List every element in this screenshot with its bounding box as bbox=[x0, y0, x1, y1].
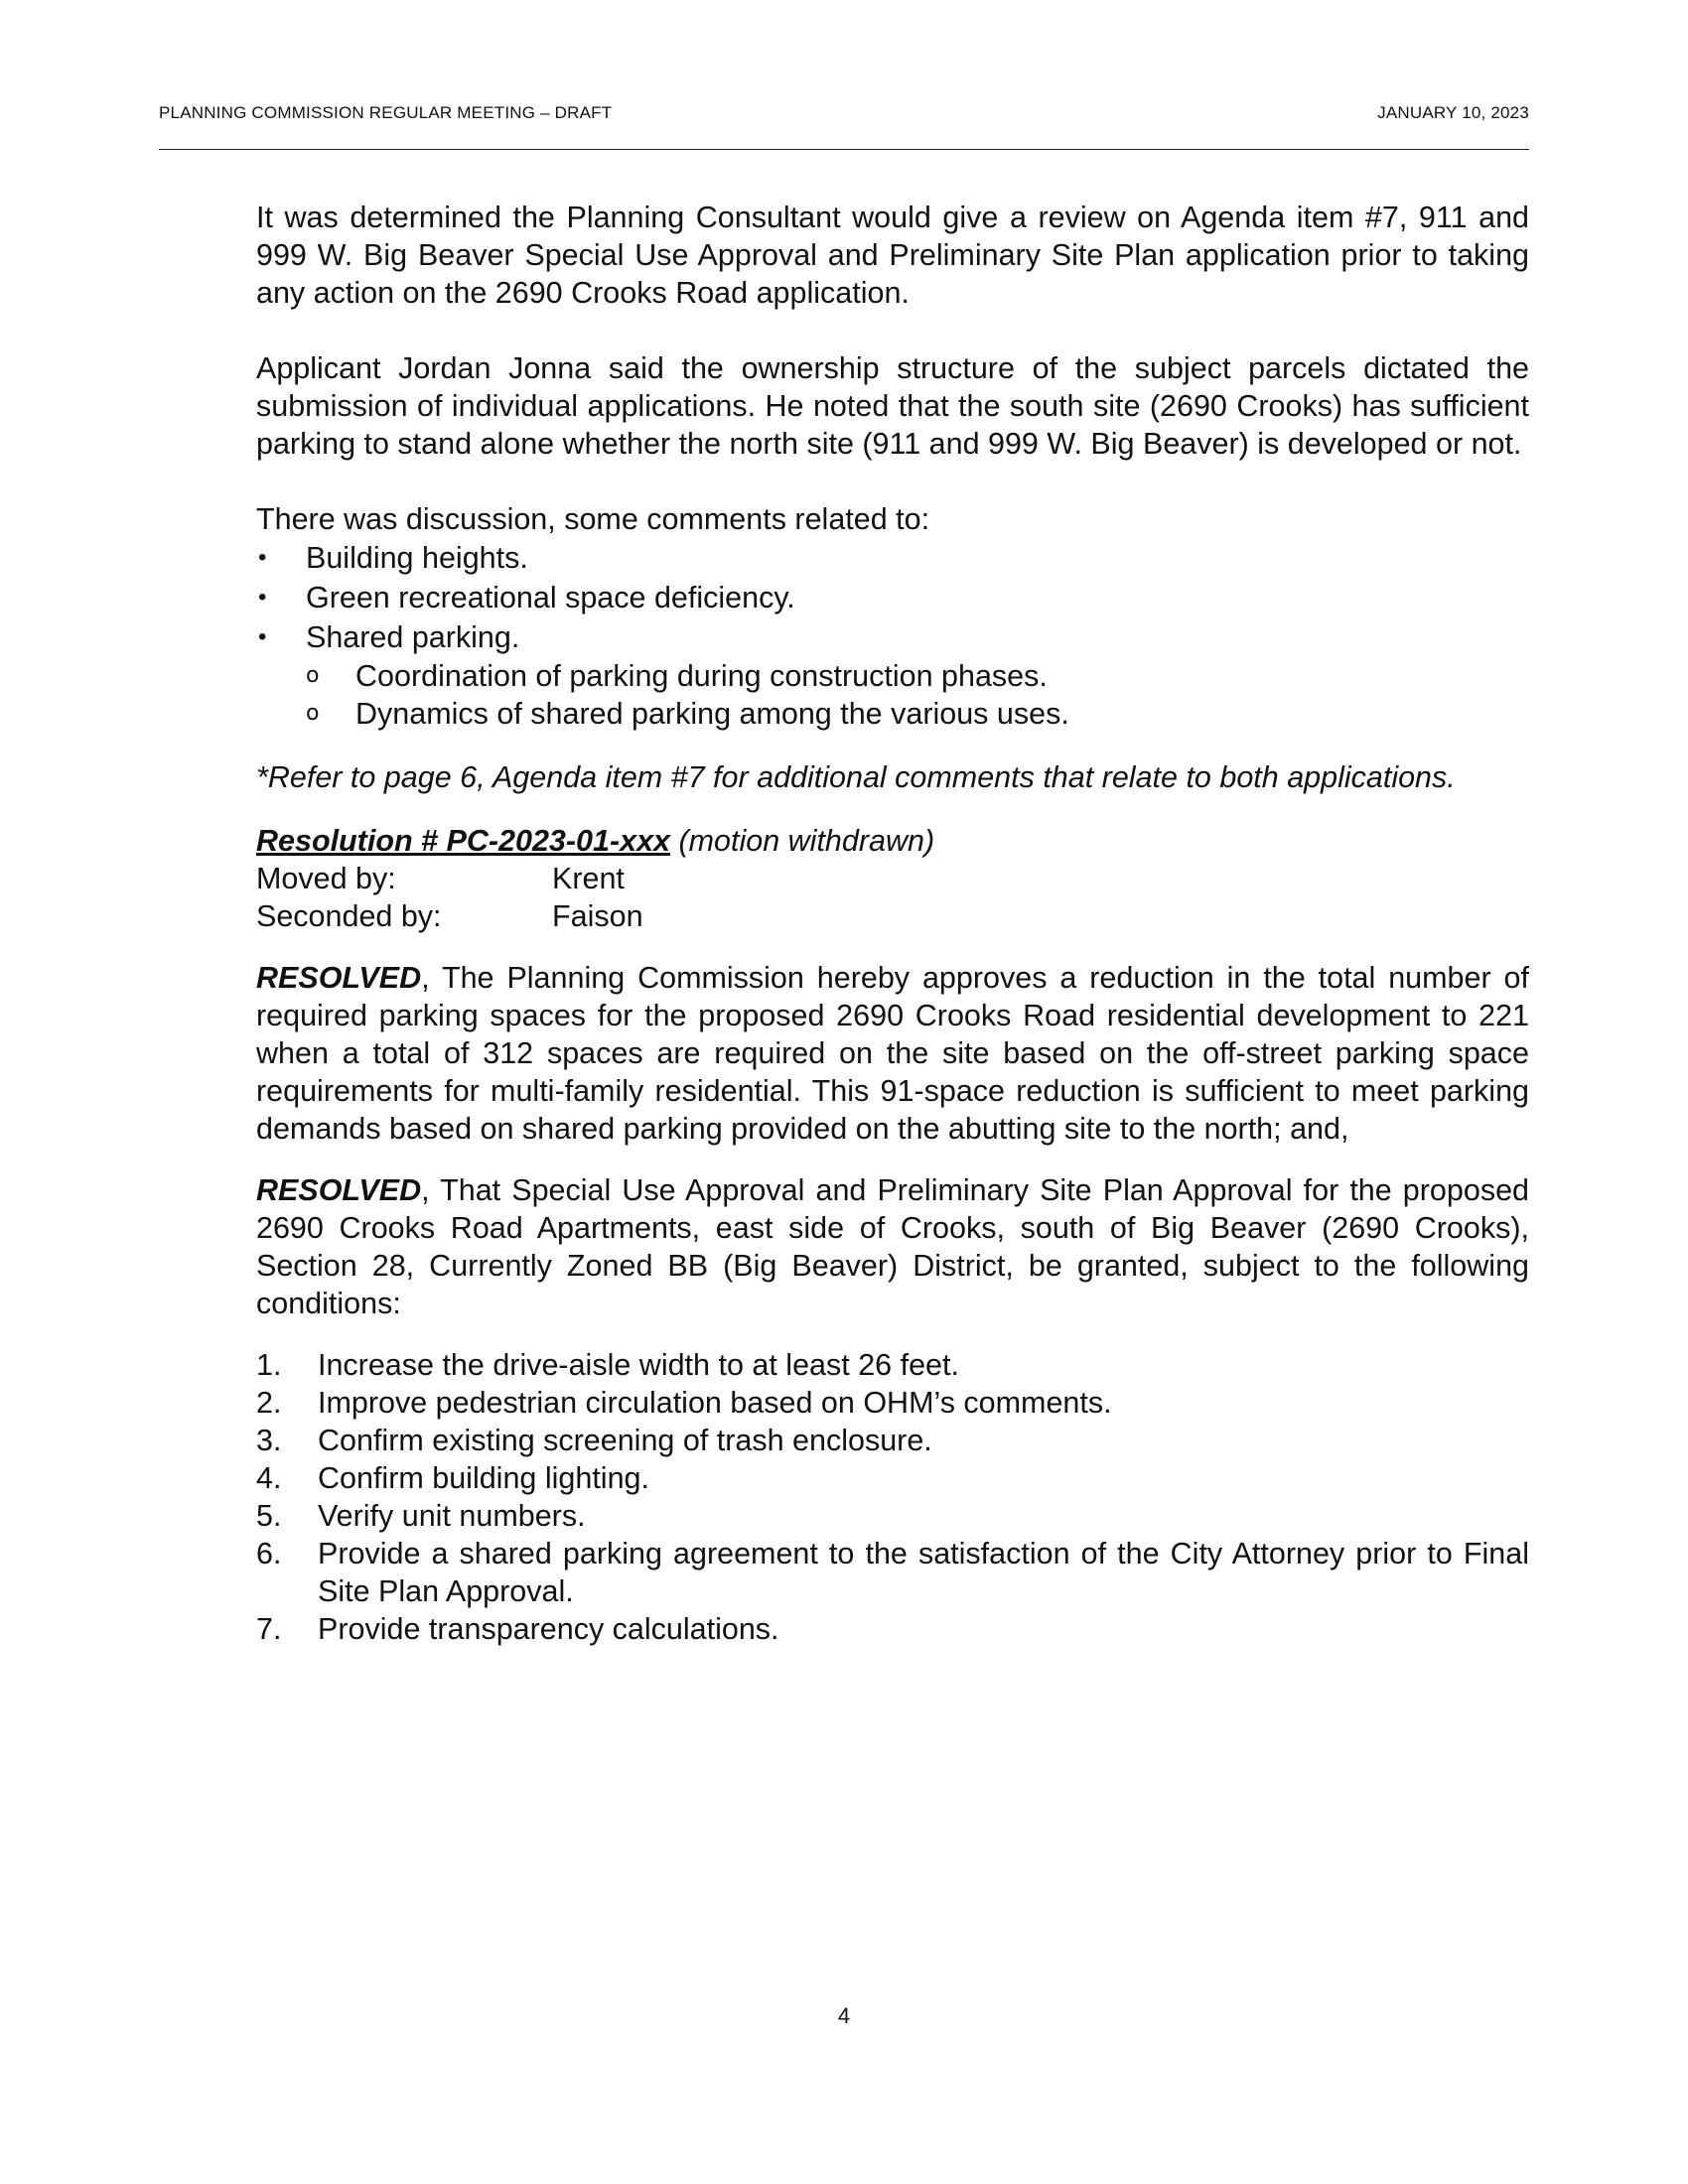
condition-number: 6. bbox=[256, 1537, 282, 1570]
discussion-bullet-list bbox=[256, 538, 1529, 657]
condition-number: 5. bbox=[256, 1499, 282, 1533]
seconded-by-value: Faison bbox=[552, 899, 643, 933]
list-item bbox=[256, 578, 1529, 617]
condition-number: 3. bbox=[256, 1424, 282, 1457]
list-item bbox=[256, 1346, 1529, 1384]
bullet-icon: • bbox=[258, 623, 267, 650]
condition-text: Confirm building lighting. bbox=[318, 1461, 649, 1495]
sub-bullet-text: Coordination of parking during construction phases. bbox=[355, 659, 1048, 693]
page-number: 4 bbox=[837, 2003, 851, 2028]
paragraph-review-order: It was determined the Planning Consultant would give a review on Agenda item #7, 911 and 999 W. Big Beaver Special Use Approval and Preliminary Site Plan application prior to taking any action on the 2690 Crooks Road application. bbox=[256, 201, 1529, 310]
condition-text: Provide a shared parking agreement to the satisfaction of the City Attorney prior to Final Site Plan Approval. bbox=[318, 1537, 1529, 1608]
moved-by-label: Moved by: bbox=[256, 862, 396, 895]
resolved-text: , That Special Use Approval and Preliminary Site Plan Approval for the proposed 2690 Crooks Road Apartments, east side of Crooks, south of Big Beaver (2690 Crooks), Section 28, Currently Zoned BB (Big Beaver) District, be granted, subject to the following conditions: bbox=[256, 1173, 1529, 1320]
list-item bbox=[256, 1610, 1529, 1648]
list-item bbox=[256, 657, 1529, 695]
shared-parking-sub-list bbox=[256, 657, 1529, 733]
reference-note: *Refer to page 6, Agenda item #7 for additional comments that relate to both applications. bbox=[256, 760, 1456, 794]
condition-number: 7. bbox=[256, 1612, 282, 1646]
list-item bbox=[256, 1535, 1529, 1610]
bullet-icon: • bbox=[258, 544, 267, 571]
paragraph-applicant-statement: Applicant Jordan Jonna said the ownership structure of the subject parcels dictated the submission of individual applications. He noted that the south site (2690 Crooks) has sufficient parking to stand alone whether the north site (911 and 999 W. Big Beaver) is developed or not. bbox=[256, 351, 1529, 461]
resolved-site-plan-approval bbox=[256, 1171, 1529, 1322]
bullet-icon: • bbox=[258, 584, 267, 611]
list-item bbox=[256, 538, 1529, 578]
condition-number: 2. bbox=[256, 1386, 282, 1420]
header-divider bbox=[159, 149, 1529, 150]
resolved-keyword: RESOLVED bbox=[256, 961, 422, 995]
seconded-by-row bbox=[256, 897, 1529, 935]
document-body bbox=[256, 199, 1529, 1648]
bullet-text: Shared parking. bbox=[306, 620, 520, 654]
condition-text: Provide transparency calculations. bbox=[318, 1612, 779, 1646]
list-item bbox=[256, 1422, 1529, 1459]
resolved-parking-reduction bbox=[256, 959, 1529, 1148]
header-title: PLANNING COMMISSION REGULAR MEETING – DRAFT bbox=[159, 103, 613, 122]
header-date: JANUARY 10, 2023 bbox=[1377, 103, 1529, 122]
resolved-text: , The Planning Commission hereby approves a reduction in the total number of required parking spaces for the proposed 2690 Crooks Road residential development to 221 when a total of 312 spaces are required on the site based on the off-street parking space requirements for multi-family residential. This 91-space reduction is sufficient to meet parking demands based on shared parking provided on the abutting site to the north; and, bbox=[256, 961, 1529, 1146]
list-item bbox=[256, 1497, 1529, 1535]
bullet-text: Green recreational space deficiency. bbox=[306, 581, 795, 614]
resolved-keyword: RESOLVED bbox=[256, 1173, 422, 1207]
circle-bullet-icon: o bbox=[306, 663, 320, 688]
condition-text: Increase the drive-aisle width to at least 26 feet. bbox=[318, 1348, 959, 1382]
list-item bbox=[256, 617, 1529, 657]
list-item bbox=[256, 1459, 1529, 1497]
bullet-text: Building heights. bbox=[306, 541, 528, 575]
seconded-by-label: Seconded by: bbox=[256, 899, 442, 933]
condition-text: Improve pedestrian circulation based on OHM’s comments. bbox=[318, 1386, 1112, 1420]
moved-by-value: Krent bbox=[552, 862, 625, 895]
condition-number: 4. bbox=[256, 1461, 282, 1495]
paragraph-discussion-intro: There was discussion, some comments related to: bbox=[256, 502, 930, 536]
sub-bullet-text: Dynamics of shared parking among the various uses. bbox=[355, 697, 1069, 731]
condition-text: Verify unit numbers. bbox=[318, 1499, 586, 1533]
list-item bbox=[256, 695, 1529, 733]
moved-by-row bbox=[256, 860, 1529, 897]
resolution-title-line bbox=[256, 822, 1529, 860]
list-item bbox=[256, 1384, 1529, 1422]
conditions-list bbox=[256, 1346, 1529, 1648]
resolution-status: (motion withdrawn) bbox=[670, 824, 935, 858]
resolution-heading: Resolution # PC-2023-01-xxx bbox=[256, 824, 670, 858]
condition-number: 1. bbox=[256, 1348, 282, 1382]
condition-text: Confirm existing screening of trash enclosure. bbox=[318, 1424, 932, 1457]
circle-bullet-icon: o bbox=[306, 701, 320, 726]
